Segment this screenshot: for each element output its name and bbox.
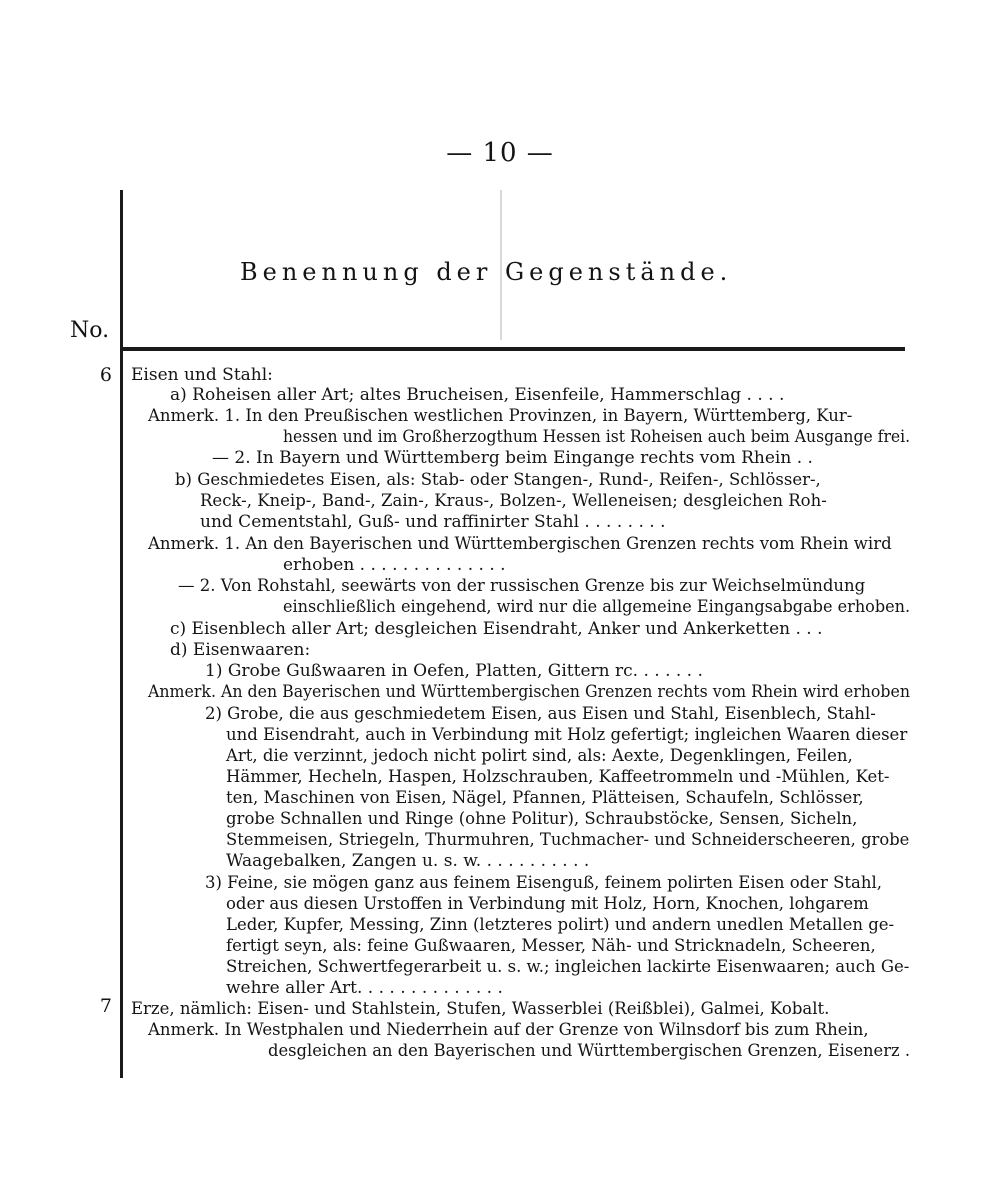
text-line: b) Geschmiedetes Eisen, als: Stab- oder Stangen-, Rund-, Reifen-, Schlösser-, — [175, 470, 821, 489]
text-line: — 2. Von Rohstahl, seewärts von der russischen Grenze bis zur Weichselmündung — [178, 576, 866, 595]
text-line: desgleichen an den Bayerischen und Württembergischen Grenzen, Eisenerz . — [268, 1041, 911, 1060]
text-line: Art, die verzinnt, jedoch nicht polirt sind, als: Aexte, Degenklingen, Feilen, — [226, 746, 853, 765]
page-number: — 10 — — [446, 138, 554, 168]
number-column-label: No. — [70, 318, 110, 343]
text-line: hessen und im Großherzogthum Hessen ist Roheisen auch beim Ausgange frei. — [283, 427, 911, 446]
text-line: Leder, Kupfer, Messing, Zinn (letzteres polirt) und andern unedlen Metallen ge- — [226, 915, 895, 934]
text-line: Reck-, Kneip-, Band-, Zain-, Kraus-, Bolzen-, Welleneisen; desgleichen Roh- — [200, 491, 827, 510]
column-heading: Benennung der Gegenstände. — [240, 258, 733, 286]
text-line: Streichen, Schwertfegerarbeit u. s. w.; ingleichen lackirte Eisenwaaren; auch Ge- — [226, 957, 910, 976]
text-line: Eisen und Stahl: — [131, 365, 273, 385]
text-line: Anmerk. An den Bayerischen und Württembergischen Grenzen rechts vom Rhein wird erhoben — [148, 682, 911, 701]
text-line: Hämmer, Hecheln, Haspen, Holzschrauben, Kaffeetrommeln und -Mühlen, Ket- — [226, 767, 890, 786]
text-line: — 2. In Bayern und Württemberg beim Eingange rechts vom Rhein . . — [212, 448, 813, 468]
text-line: 2) Grobe, die aus geschmiedetem Eisen, aus Eisen und Stahl, Eisenblech, Stahl- — [205, 704, 876, 723]
text-line: grobe Schnallen und Ringe (ohne Politur), Schraubstöcke, Sensen, Sicheln, — [226, 809, 858, 828]
text-line: Anmerk. 1. An den Bayerischen und Württembergischen Grenzen rechts vom Rhein wird — [148, 534, 892, 553]
entry-number: 6 — [99, 364, 112, 386]
text-line: Anmerk. 1. In den Preußischen westlichen Provinzen, in Bayern, Württemberg, Kur- — [148, 406, 853, 425]
header-rule — [120, 347, 905, 351]
text-line: c) Eisenblech aller Art; desgleichen Eisendraht, Anker und Ankerketten . . . — [170, 619, 823, 639]
text-line: erhoben . . . . . . . . . . . . . . — [283, 555, 506, 575]
text-line: 1) Grobe Gußwaaren in Oefen, Platten, Gittern rc. . . . . . . — [205, 661, 703, 681]
text-line: oder aus diesen Urstoffen in Verbindung mit Holz, Horn, Knochen, lohgarem — [226, 894, 869, 913]
text-line: und Eisendraht, auch in Verbindung mit Holz gefertigt; ingleichen Waaren dieser — [226, 725, 908, 744]
entry-number: 7 — [99, 995, 112, 1017]
text-line: Erze, nämlich: Eisen- und Stahlstein, Stufen, Wasserblei (Reißblei), Galmei, Kobalt. — [131, 999, 830, 1018]
text-line: wehre aller Art. . . . . . . . . . . . . . — [226, 978, 503, 998]
text-line: und Cementstahl, Guß- und raffinirter Stahl . . . . . . . . — [200, 512, 666, 532]
text-line: Stemmeisen, Striegeln, Thurmuhren, Tuchmacher- und Schneiderscheeren, grobe — [226, 830, 910, 849]
text-line: Waagebalken, Zangen u. s. w. . . . . . . . . . . — [226, 851, 590, 871]
text-line: a) Roheisen aller Art; altes Brucheisen, Eisenfeile, Hammerschlag . . . . — [170, 385, 785, 405]
text-line: ten, Maschinen von Eisen, Nägel, Pfannen, Plätteisen, Schaufeln, Schlösser, — [226, 788, 864, 807]
text-line: 3) Feine, sie mögen ganz aus feinem Eisenguß, feinem polirten Eisen oder Stahl, — [205, 873, 883, 892]
text-line: d) Eisenwaaren: — [170, 640, 311, 660]
text-line: fertigt seyn, als: feine Gußwaaren, Messer, Näh- und Stricknadeln, Scheeren, — [226, 936, 876, 955]
text-line: einschließlich eingehend, wird nur die allgemeine Eingangsabgabe erhoben. — [283, 597, 911, 616]
text-line: Anmerk. In Westphalen und Niederrhein auf der Grenze von Wilnsdorf bis zum Rhein, — [148, 1020, 869, 1039]
column-divider — [120, 190, 123, 1078]
